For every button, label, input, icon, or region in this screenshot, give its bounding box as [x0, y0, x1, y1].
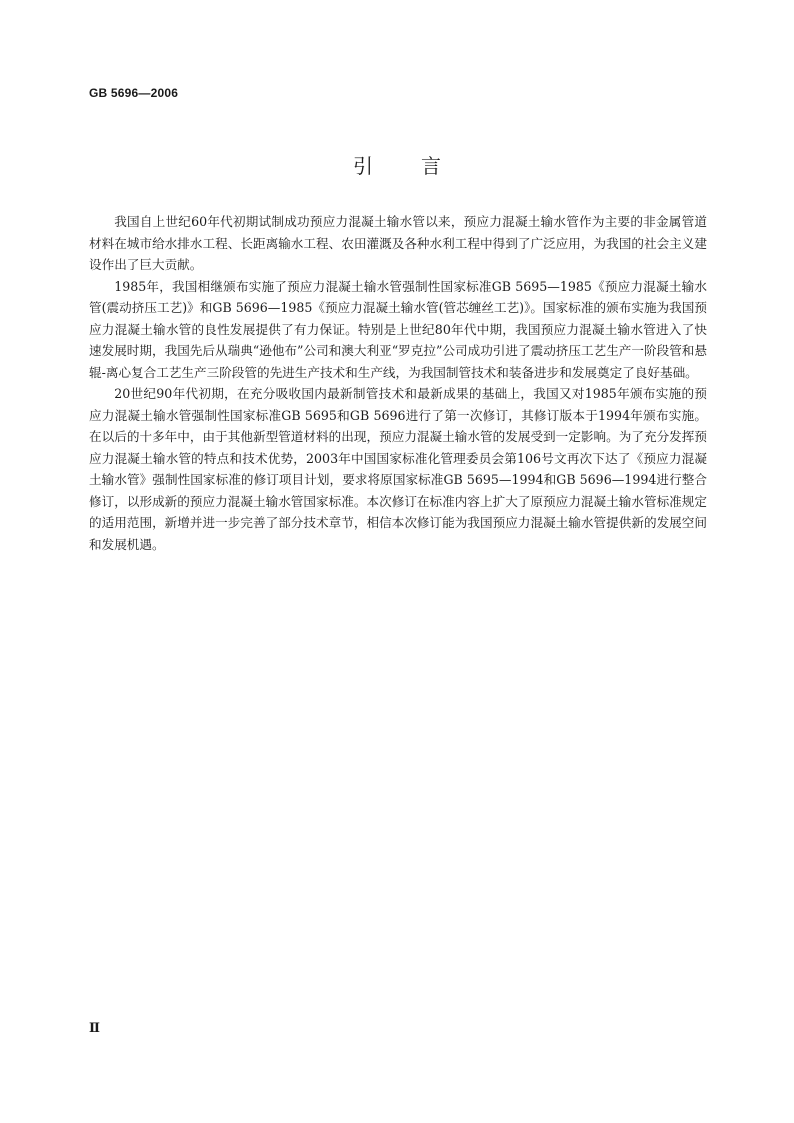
- standard-code: GB 5696—2006: [89, 86, 179, 100]
- page-number: Ⅱ: [89, 1020, 100, 1035]
- paragraph-3: 20世纪90年代初期，在充分吸收国内最新制管技术和最新成果的基础上，我国又对1985年颁布实施的预应力混凝土输水管强制性国家标准GB 5695和GB 5696进行了第一次修订，其修订版本于1994年颁布实施。在以后的十多年中，由于其他新型管道材料的出现，预应力混凝土输水管的发展受到一定影响。为了充分发挥预应力混凝土输水管的特点和技术优势，2003年中国国家标准化管理委员会第106号文再次下达了《预应力混凝土输水管》强制性国家标准的修订项目计划，要求将原国家标准GB 5695—1994和GB 5696—1994进行整合修订，以形成新的预应力混凝土输水管国家标准。本次修订在标准内容上扩大了原预应力混凝土输水管标准规定的适用范围，新增并进一步完善了部分技术章节，相信本次修订能为我国预应力混凝土输水管提供新的发展空间和发展机遇。: [89, 386, 707, 552]
- page-title: 引言: [353, 154, 489, 178]
- body-text: [89, 211, 707, 555]
- paragraph-2: 1985年，我国相继颁布实施了预应力混凝土输水管强制性国家标准GB 5695—1985《预应力混凝土输水管(震动挤压工艺)》和GB 5696—1985《预应力混凝土输水管(管芯缠丝工艺)》。国家标准的颁布实施为我国预应力混凝土输水管的良性发展提供了有力保证。特别是上世纪80年代中期，我国预应力混凝土输水管进入了快速发展时期，我国先后从瑞典“逊他布”公司和澳大利亚“罗克拉”公司成功引进了震动挤压工艺生产一阶段管和悬辊-离心复合工艺生产三阶段管的先进生产技术和生产线，为我国制管技术和装备进步和发展奠定了良好基础。: [89, 278, 707, 380]
- paragraph-1: 我国自上世纪60年代初期试制成功预应力混凝土输水管以来，预应力混凝土输水管作为主要的非金属管道材料在城市给水排水工程、长距离输水工程、农田灌溉及各种水利工程中得到了广泛应用，为我国的社会主义建设作出了巨大贡献。: [89, 214, 707, 272]
